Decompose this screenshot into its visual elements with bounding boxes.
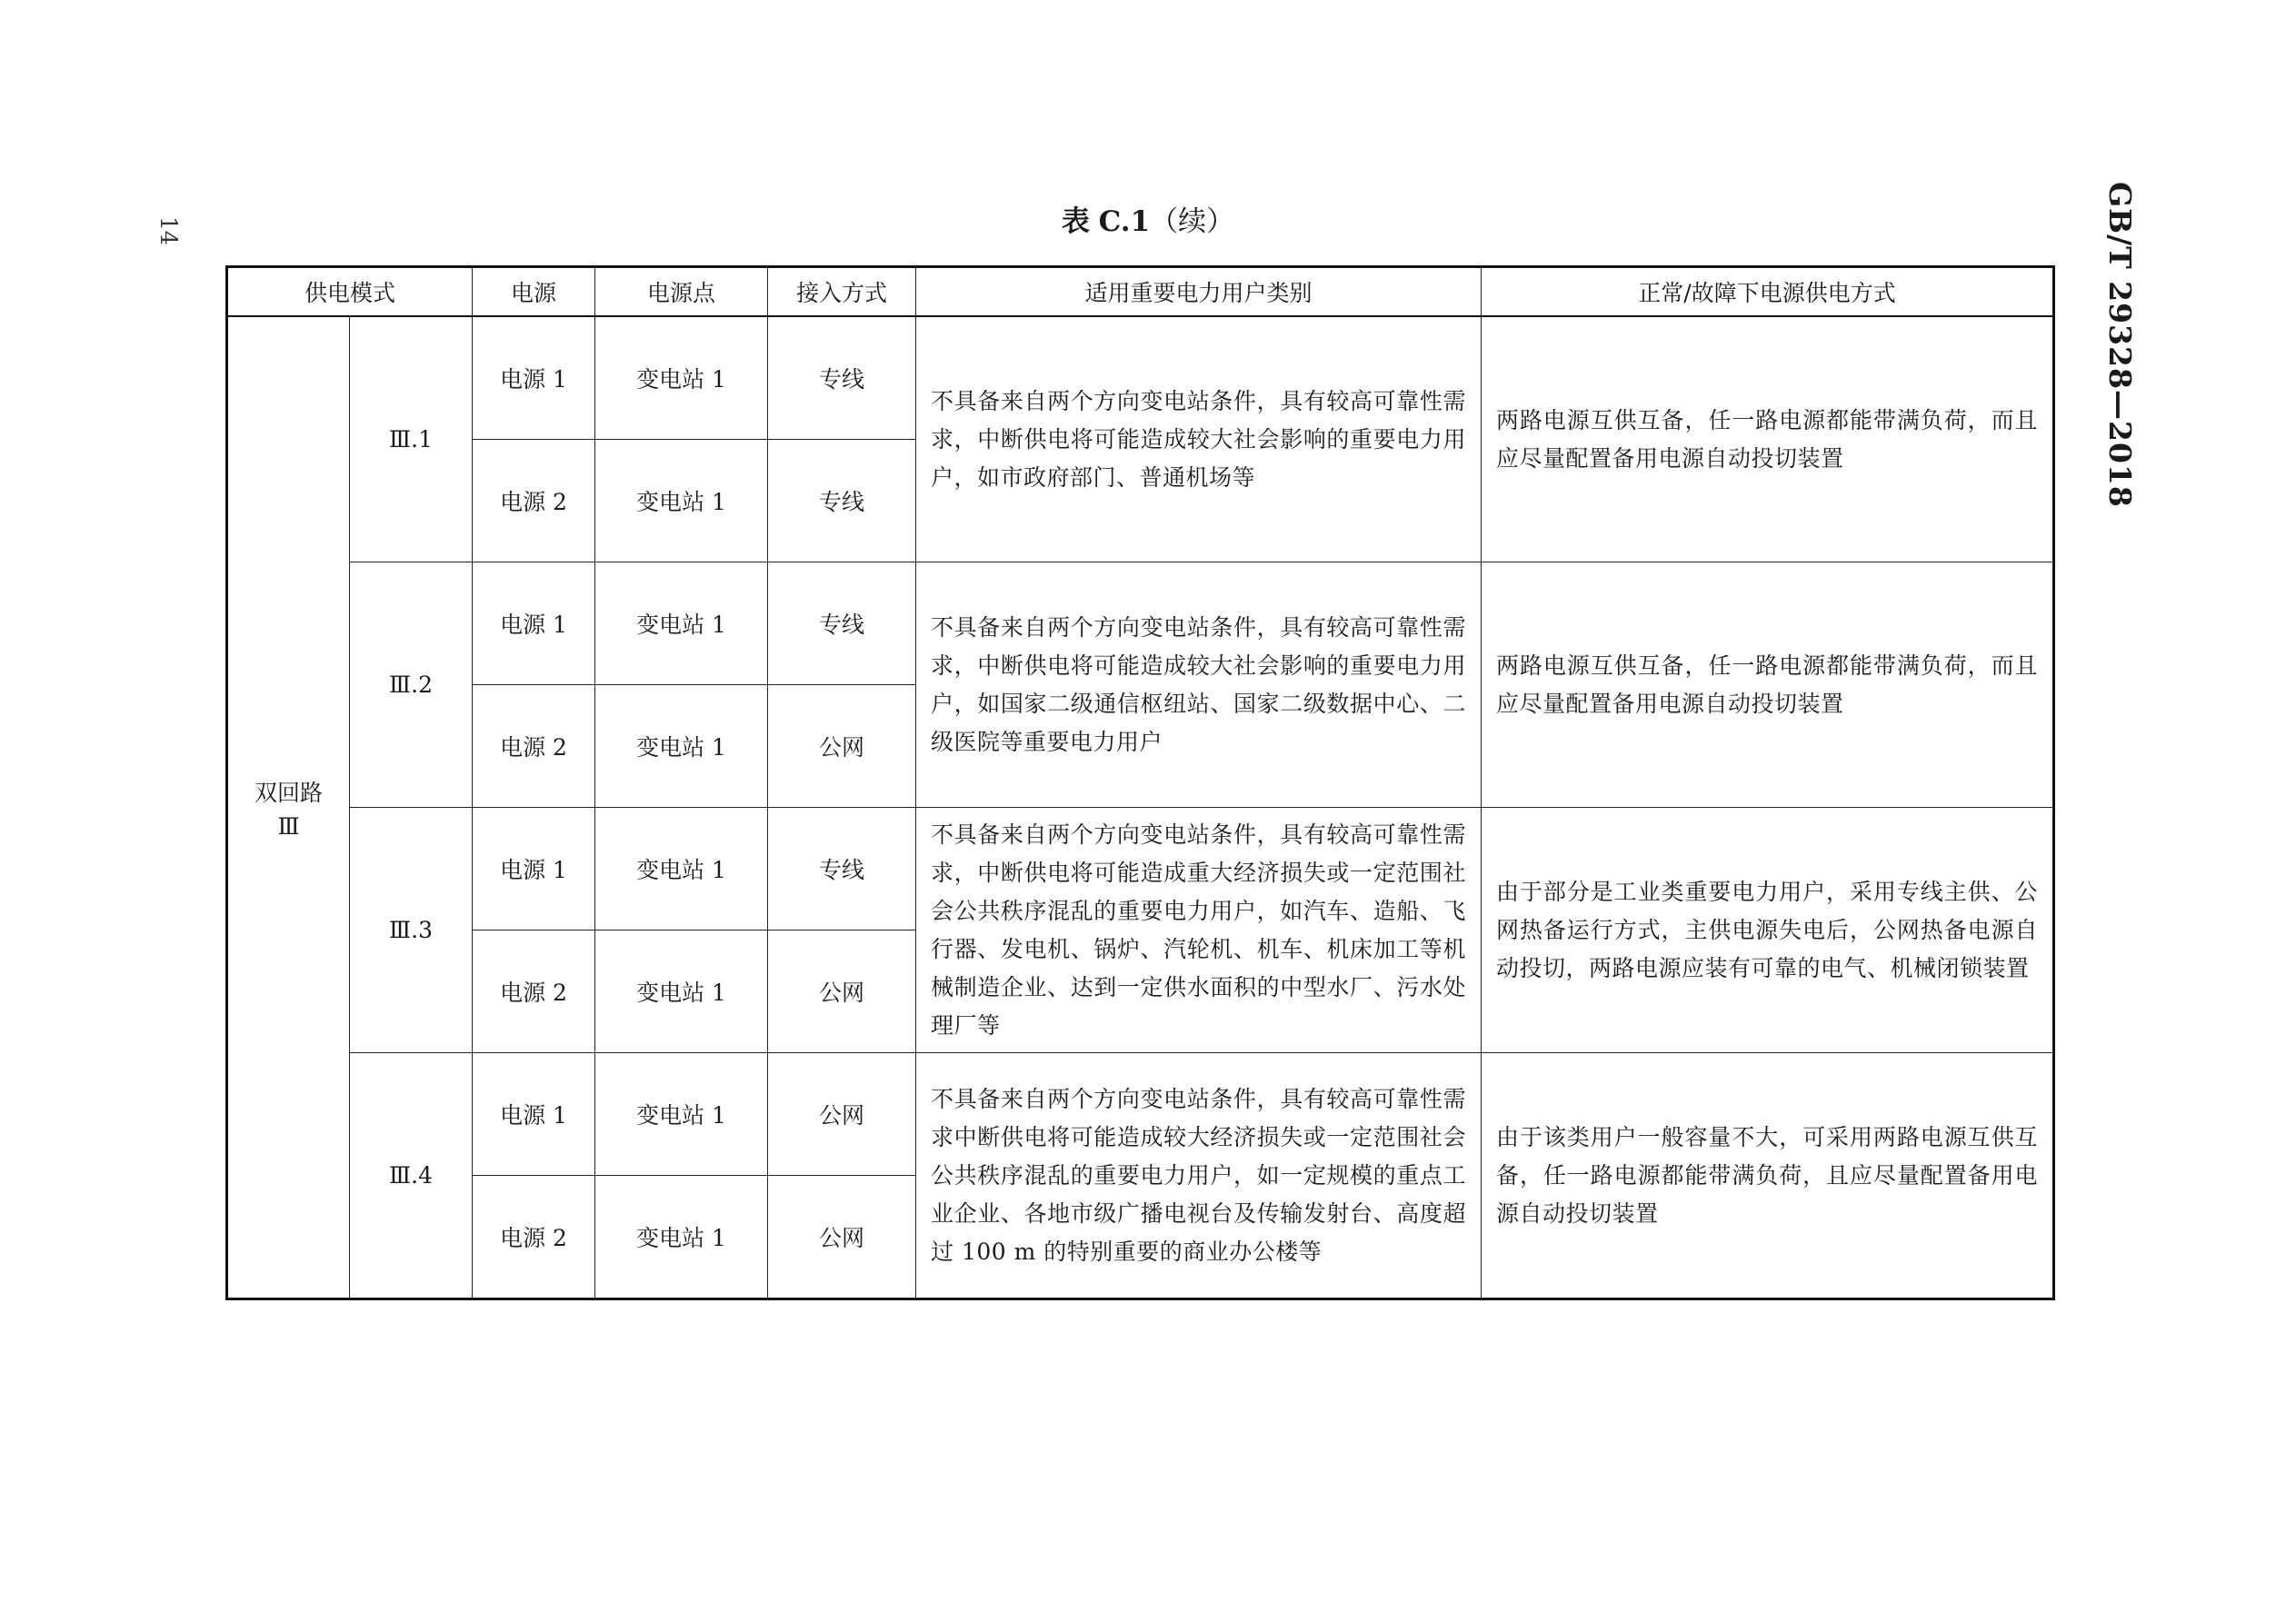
table-title-prefix: 表 <box>1061 205 1090 238</box>
power-supply-mode-table <box>225 265 2055 1300</box>
page-number: 14 <box>155 216 182 245</box>
source-cell: 电源 1 <box>473 562 595 685</box>
table-row <box>227 316 2054 440</box>
group-label-line1: 双回路 <box>254 780 323 806</box>
mode-code-cell: Ⅲ.1 <box>350 316 473 562</box>
table-row <box>227 1053 2054 1176</box>
supply-method-cell: 由于部分是工业类重要电力用户，采用专线主供、公网热备运行方式，主供电源失电后，公网热备电源自动投切，两路电源应装有可靠的电气、机械闭锁装置 <box>1482 808 2054 1053</box>
source-point-cell: 变电站 1 <box>595 1053 768 1176</box>
user-category-cell: 不具备来自两个方向变电站条件，具有较高可靠性需求，中断供电将可能造成重大经济损失或一定范围社会公共秩序混乱的重要电力用户，如汽车、造船、飞行器、发电机、锅炉、汽轮机、机车、机床加工等机械制造企业、达到一定供水面积的中型水厂、污水处理厂等 <box>916 808 1482 1053</box>
source-cell: 电源 1 <box>473 316 595 440</box>
header-user-category: 适用重要电力用户类别 <box>916 267 1482 317</box>
access-method-cell: 公网 <box>768 1176 916 1299</box>
supply-method-cell: 两路电源互供互备，任一路电源都能带满负荷，而且应尽量配置备用电源自动投切装置 <box>1482 316 2054 562</box>
header-supply-method: 正常/故障下电源供电方式 <box>1482 267 2054 317</box>
table-header-row <box>227 267 2054 317</box>
source-point-cell: 变电站 1 <box>595 440 768 562</box>
mode-code-cell: Ⅲ.3 <box>350 808 473 1053</box>
source-cell: 电源 2 <box>473 685 595 808</box>
access-method-cell: 公网 <box>768 1053 916 1176</box>
source-cell: 电源 2 <box>473 1176 595 1299</box>
mode-code-cell: Ⅲ.2 <box>350 562 473 808</box>
table-title-id: C.1 <box>1098 205 1151 238</box>
supply-method-cell: 两路电源互供互备，任一路电源都能带满负荷，而且应尽量配置备用电源自动投切装置 <box>1482 562 2054 808</box>
access-method-cell: 专线 <box>768 562 916 685</box>
mode-code-cell: Ⅲ.4 <box>350 1053 473 1299</box>
header-source: 电源 <box>473 267 595 317</box>
table-title <box>0 198 2296 239</box>
header-supply-mode: 供电模式 <box>227 267 473 317</box>
source-point-cell: 变电站 1 <box>595 1176 768 1299</box>
access-method-cell: 公网 <box>768 930 916 1053</box>
table-row <box>227 808 2054 930</box>
source-cell: 电源 1 <box>473 1053 595 1176</box>
user-category-cell: 不具备来自两个方向变电站条件，具有较高可靠性需求中断供电将可能造成较大经济损失或一定范围社会公共秩序混乱的重要电力用户，如一定规模的重点工业企业、各地市级广播电视台及传输发射台、高度超过 100 m 的特别重要的商业办公楼等 <box>916 1053 1482 1299</box>
source-point-cell: 变电站 1 <box>595 562 768 685</box>
source-point-cell: 变电站 1 <box>595 808 768 930</box>
access-method-cell: 专线 <box>768 808 916 930</box>
group-label-line2: Ⅲ <box>277 813 300 840</box>
standard-code: GB/T 29328—2018 <box>2102 182 2138 508</box>
access-method-cell: 专线 <box>768 316 916 440</box>
access-method-cell: 公网 <box>768 685 916 808</box>
source-cell: 电源 1 <box>473 808 595 930</box>
source-point-cell: 变电站 1 <box>595 930 768 1053</box>
user-category-cell: 不具备来自两个方向变电站条件，具有较高可靠性需求，中断供电将可能造成较大社会影响的重要电力用户，如市政府部门、普通机场等 <box>916 316 1482 562</box>
source-cell: 电源 2 <box>473 440 595 562</box>
access-method-cell: 专线 <box>768 440 916 562</box>
group-label-cell <box>227 316 350 1299</box>
table-title-suffix: （续） <box>1150 205 1235 238</box>
user-category-cell: 不具备来自两个方向变电站条件，具有较高可靠性需求，中断供电将可能造成较大社会影响的重要电力用户，如国家二级通信枢纽站、国家二级数据中心、二级医院等重要电力用户 <box>916 562 1482 808</box>
table-row <box>227 562 2054 685</box>
source-point-cell: 变电站 1 <box>595 316 768 440</box>
source-point-cell: 变电站 1 <box>595 685 768 808</box>
header-access-method: 接入方式 <box>768 267 916 317</box>
source-cell: 电源 2 <box>473 930 595 1053</box>
supply-method-cell: 由于该类用户一般容量不大，可采用两路电源互供互备，任一路电源都能带满负荷，且应尽量配置备用电源自动投切装置 <box>1482 1053 2054 1299</box>
header-source-point: 电源点 <box>595 267 768 317</box>
